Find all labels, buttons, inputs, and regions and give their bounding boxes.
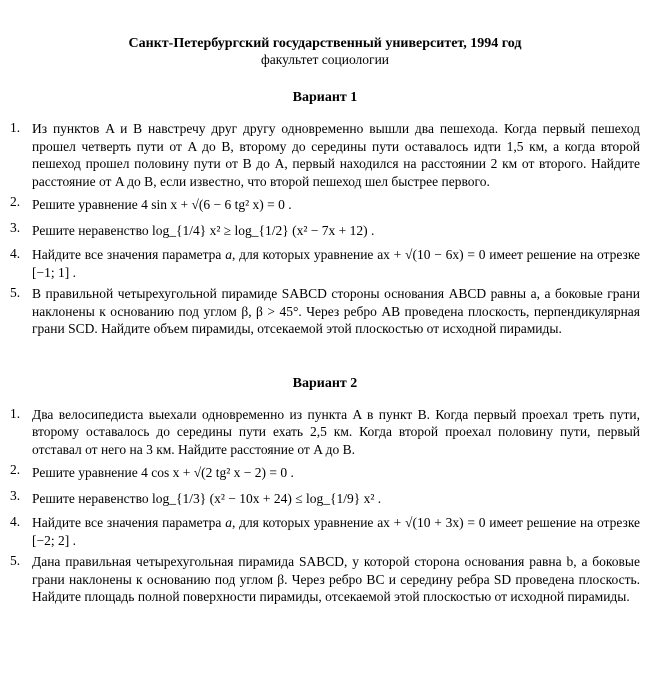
problem-prefix: Решите неравенство [32,491,149,506]
problem-text [32,553,640,606]
problem-text-a: Найдите все значения параметра [32,515,222,530]
university-title: Санкт-Петербургский государственный университет, 1994 год [128,36,522,51]
problem-item [10,514,640,549]
problem-text-content: Дана правильная четырехугольная пирамида SABCD, у которой сторона основания равна b, а боковые грани наклонены к основанию под углом β. Через ребро BC и середину ребра SD проведена плоскость. Найдите площадь полной поверхности пирамиды, отсекаемой этой плоскостью от исходной пирамиды. [32,554,640,604]
problem-item [10,488,640,510]
problem-prefix: Решите уравнение [32,465,138,480]
problem-text [32,194,640,216]
problem-number: 4. [10,246,21,261]
problem-item [10,553,640,606]
problem-interval: [−1; 1] . [32,264,76,280]
problem-prefix: Решите неравенство [32,223,149,238]
document-header [10,36,640,68]
problem-text-b: , для которых уравнение [231,247,374,262]
problem-text-c: имеет решение на отрезке [489,515,641,530]
problem-number: 4. [10,514,21,529]
variant-1-problems [10,120,640,338]
problem-item [10,406,640,459]
problem-item [10,462,640,484]
problem-text-content: Из пунктов A и B навстречу друг другу одновременно вышли два пешехода. Когда первый пешеход прошел четверть пути от A до B, второму до середины пути оставалось идти 1,5 км, а когда второй пешеход прошел половину пути от B до A, первый находился на расстоянии 2 км от второго. Найдите расстояние от A до B, если известно, что второй пешеход шел быстрее первого. [32,121,640,189]
problem-text [32,220,640,242]
problem-formula: log_{1/3} (x² − 10x + 24) ≤ log_{1/9} x² . [151,491,382,506]
problem-text-content: Два велосипедиста выехали одновременно из пункта A в пункт B. Когда первый проехал треть пути, второму оставалось до середины пути ехать 2,5 км. Когда второй проехал половину пути, первый отставал от него на 3 км. Найдите расстояние от A до B. [32,406,640,457]
faculty-name: факультет социологии [260,52,390,67]
problem-text [32,514,640,549]
variant-2-title: Вариант 2 [292,375,358,391]
problem-formula: 4 sin x + √(6 − 6 tg² x) = 0 . [141,197,292,212]
problem-text [32,488,640,510]
problem-text [32,462,640,484]
problem-text [32,406,640,459]
variant-2-problems [10,406,640,606]
parameter-symbol: a [225,247,232,262]
problem-formula: ax + √(10 + 3x) = 0 [377,515,486,530]
parameter-symbol: a [225,515,232,530]
problem-number: 5. [10,285,21,300]
problem-number: 2. [10,194,21,209]
problem-number: 1. [10,405,21,421]
problem-prefix: Решите уравнение [32,197,138,212]
problem-number: 1. [10,120,21,135]
problem-item [10,194,640,216]
problem-number: 3. [10,220,21,235]
problem-formula: ax + √(10 − 6x) = 0 [377,247,486,262]
variant-1-title: Вариант 1 [292,90,358,105]
problem-text-b: , для которых уравнение [231,515,374,530]
problem-text-a: Найдите все значения параметра [32,247,222,262]
problem-number: 2. [10,462,21,477]
problem-item [10,285,640,338]
problem-number: 5. [10,553,21,568]
problem-item [10,120,640,190]
problem-text-c: имеет решение на отрезке [489,247,641,262]
problem-text-content: В правильной четырехугольной пирамиде SABCD стороны основания ABCD равны a, а боковые грани наклонены к основанию под углом β, β > 45°. Через ребро AB проведена плоскость, перпендикулярная грани SCD. Найдите объем пирамиды, отсекаемой этой плоскостью от исходной пирамиды. [32,286,640,336]
problem-formula: log_{1/4} x² ≥ log_{1/2} (x² − 7x + 12) . [151,223,375,238]
problem-text [32,120,640,190]
problem-item [10,246,640,281]
problem-text [32,246,640,281]
problem-item [10,220,640,242]
problem-formula: 4 cos x + √(2 tg² x − 2) = 0 . [141,465,294,480]
problem-number: 3. [10,488,21,503]
problem-interval: [−2; 2] . [32,532,76,548]
problem-text [32,285,640,338]
